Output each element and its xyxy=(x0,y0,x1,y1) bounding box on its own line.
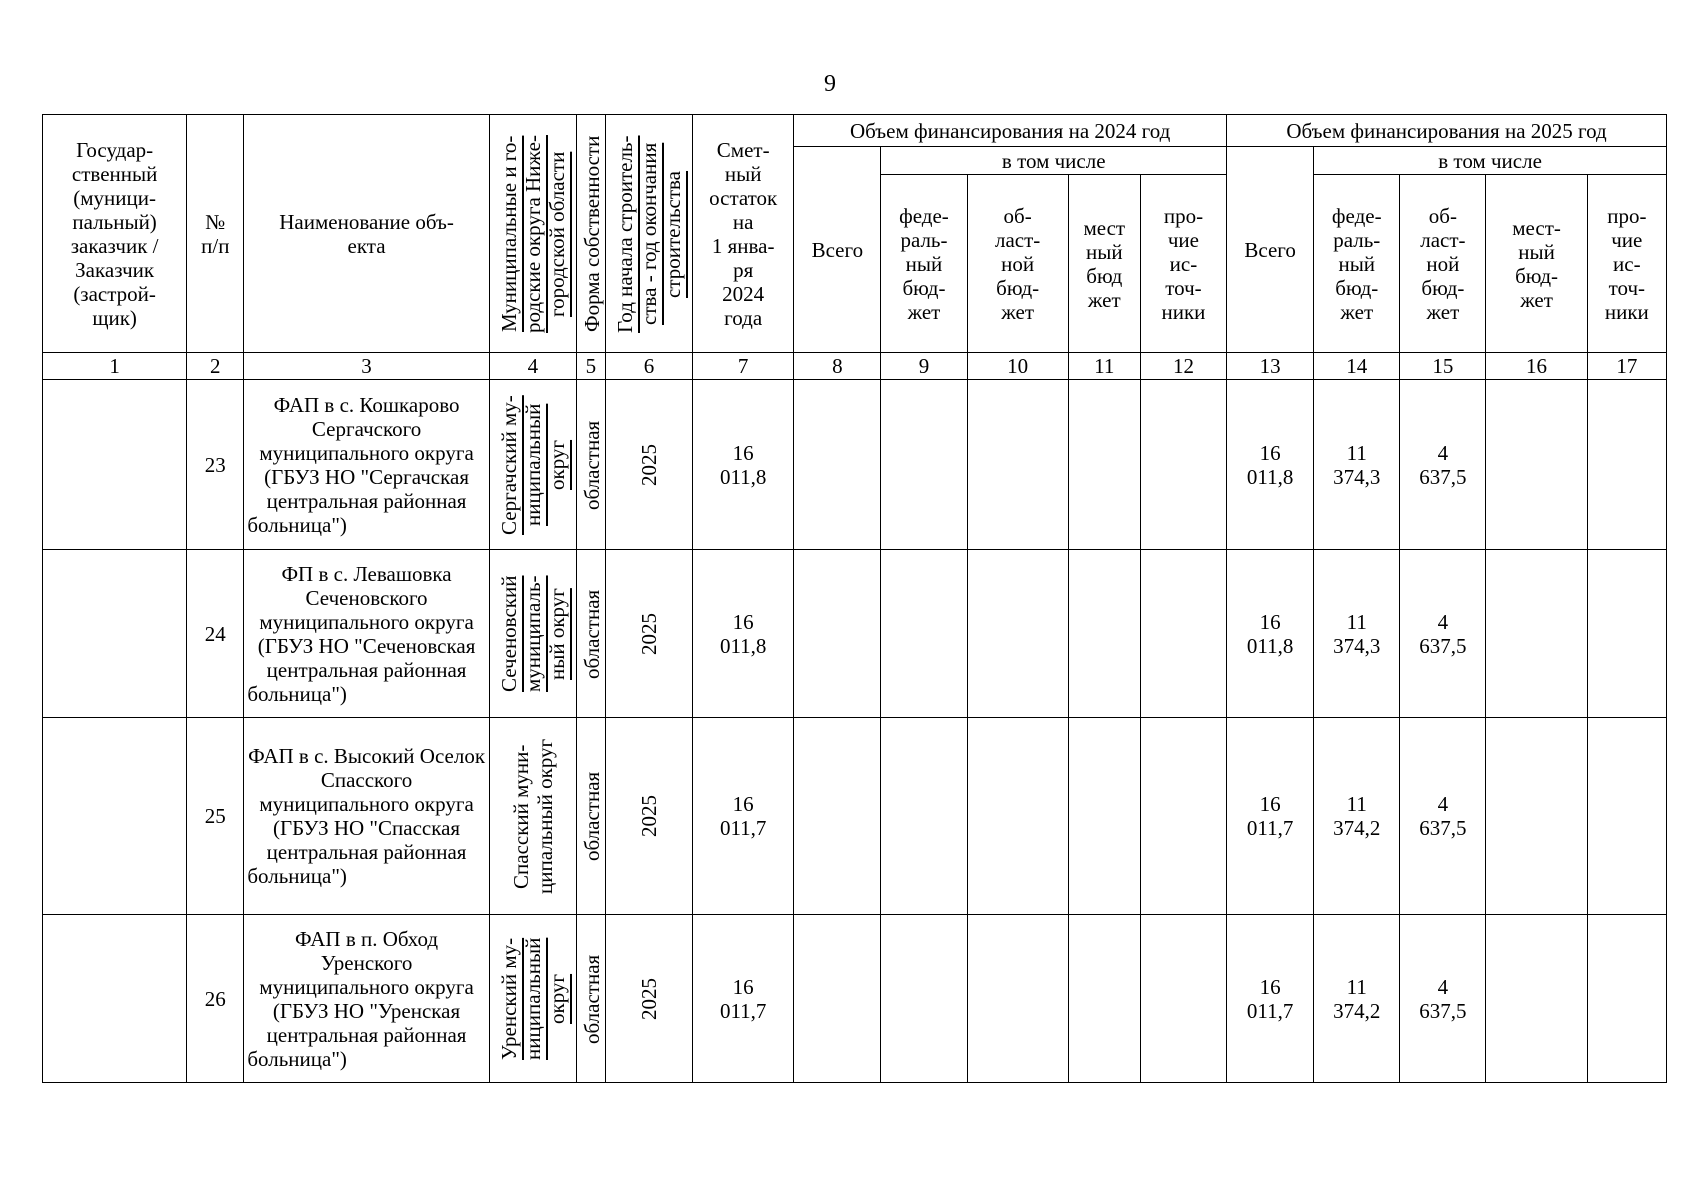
header-other-2024-line: про- xyxy=(1163,203,1204,228)
table-row xyxy=(43,718,1667,915)
estimate-cell-line: 011,7 xyxy=(719,816,767,840)
municipality-cell-line: ниципальный xyxy=(520,937,545,1060)
header-local-2024-line: ный xyxy=(1085,239,1123,264)
total-2025-cell xyxy=(1227,550,1314,718)
local-2025-cell xyxy=(1486,550,1587,718)
table-row xyxy=(43,380,1667,550)
column-number: 3 xyxy=(244,353,489,380)
estimate-cell-line: 011,7 xyxy=(719,998,767,1023)
total-2024-cell xyxy=(794,380,881,550)
local-2024-cell xyxy=(1068,550,1140,718)
table-row xyxy=(43,550,1667,718)
header-other-2024-line: чие xyxy=(1167,227,1199,252)
municipality-cell xyxy=(489,718,576,915)
row-number-cell: 26 xyxy=(187,915,244,1083)
customer-line: пальный) xyxy=(72,209,157,234)
column-number: 1 xyxy=(43,353,187,380)
row-number-cell: 24 xyxy=(187,550,244,718)
customer-line: (муници- xyxy=(73,185,156,210)
column-number: 12 xyxy=(1140,353,1226,380)
estimate-line: 1 янва- xyxy=(711,233,775,258)
years-line: ства - год окончания xyxy=(637,142,662,325)
federal-2025-cell-line: 374,3 xyxy=(1333,464,1381,489)
estimate-line: на xyxy=(732,209,754,234)
column-number: 17 xyxy=(1587,353,1666,380)
header-regional-2025-line: бюд- xyxy=(1421,275,1465,300)
table-row xyxy=(43,915,1667,1083)
header-federal-2024-line: ный xyxy=(905,251,943,276)
total-2025-cell xyxy=(1227,380,1314,550)
municipality-line: Муниципальные и го- xyxy=(496,135,521,332)
header-federal-2024-line: феде- xyxy=(899,203,949,228)
years-line: строительства xyxy=(661,170,686,298)
object-name-line: екта xyxy=(347,233,386,258)
regional-2025-cell-line: 637,5 xyxy=(1419,633,1467,658)
header-other-2025-line: точ- xyxy=(1608,275,1646,300)
column-number: 16 xyxy=(1486,353,1587,380)
federal-2024-cell xyxy=(881,380,967,550)
total-2025-cell xyxy=(1227,718,1314,915)
regional-2024-cell xyxy=(967,915,1068,1083)
total-2025-cell-line: 011,7 xyxy=(1246,998,1294,1023)
regional-2024-cell xyxy=(967,550,1068,718)
header-local-2024 xyxy=(1068,175,1140,353)
estimate-line: остаток xyxy=(709,185,778,210)
municipality-cell-line: ный округ xyxy=(544,587,569,680)
header-fin-2025: Объем финансирования на 2025 год xyxy=(1227,115,1667,147)
header-row-number xyxy=(187,115,244,353)
total-2024-cell xyxy=(794,718,881,915)
header-regional-2025-line: ной xyxy=(1426,251,1460,276)
header-regional-2025-line: жет xyxy=(1426,299,1460,324)
row-number-line: п/п xyxy=(201,233,230,258)
header-federal-2024-line: бюд- xyxy=(902,275,946,300)
other-2025-cell xyxy=(1587,915,1666,1083)
year-cell: 2025 xyxy=(605,915,692,1083)
header-including-2024: в том числе xyxy=(881,147,1227,175)
other-2025-cell xyxy=(1587,380,1666,550)
federal-2025-cell-line: 11 xyxy=(1346,609,1367,634)
column-number: 4 xyxy=(489,353,576,380)
local-2024-cell xyxy=(1068,380,1140,550)
header-municipality xyxy=(489,115,576,353)
total-2025-cell-line: 16 xyxy=(1259,792,1281,816)
header-ownership: Форма собственности xyxy=(576,115,605,353)
customer-line: ственный xyxy=(71,161,158,186)
local-2024-cell xyxy=(1068,915,1140,1083)
municipality-cell-line: округ xyxy=(544,973,569,1024)
column-number: 5 xyxy=(576,353,605,380)
year-cell: 2025 xyxy=(605,550,692,718)
federal-2025-cell-line: 11 xyxy=(1346,792,1367,816)
federal-2025-cell xyxy=(1314,380,1400,550)
header-other-2024-line: ис- xyxy=(1169,251,1198,276)
regional-2025-cell xyxy=(1400,718,1486,915)
total-2024-cell xyxy=(794,915,881,1083)
municipality-line: родские округа Ниже- xyxy=(520,134,545,333)
header-object-name xyxy=(244,115,489,353)
header-total-2025: Всего xyxy=(1227,147,1314,353)
other-2024-cell xyxy=(1140,718,1226,915)
local-2024-cell xyxy=(1068,718,1140,915)
header-local-2025-line: жет xyxy=(1520,287,1553,312)
column-number: 13 xyxy=(1227,353,1314,380)
column-number: 7 xyxy=(693,353,794,380)
customer-cell xyxy=(43,718,187,915)
municipality-cell-line: Уренский му- xyxy=(496,937,521,1060)
estimate-cell-line: 16 xyxy=(732,440,754,465)
regional-2025-cell-line: 637,5 xyxy=(1419,464,1467,489)
estimate-cell xyxy=(693,380,794,550)
estimate-cell-line: 16 xyxy=(732,792,754,816)
header-federal-2025-line: бюд- xyxy=(1335,275,1379,300)
header-other-2024 xyxy=(1140,175,1226,353)
other-2024-cell xyxy=(1140,915,1226,1083)
header-other-2025-line: ис- xyxy=(1613,251,1641,276)
municipality-cell-line: муниципаль- xyxy=(520,575,545,692)
federal-2024-cell xyxy=(881,550,967,718)
column-number: 15 xyxy=(1400,353,1486,380)
ownership-cell: областная xyxy=(576,915,605,1083)
federal-2025-cell-line: 374,2 xyxy=(1333,816,1381,840)
header-other-2025-line: чие xyxy=(1611,227,1643,252)
header-federal-2024 xyxy=(881,175,967,353)
estimate-line: 2024 xyxy=(722,281,765,306)
object-name-cell: ФАП в п. Обход Уренского муниципального округа (ГБУЗ НО "Уренская центральная районная больница") xyxy=(244,915,489,1083)
header-local-2024-line: жет xyxy=(1087,287,1121,312)
customer-cell xyxy=(43,380,187,550)
regional-2025-cell xyxy=(1400,550,1486,718)
customer-line: (застрой- xyxy=(73,281,156,306)
local-2025-cell xyxy=(1486,380,1587,550)
regional-2025-cell-line: 4 xyxy=(1437,792,1449,816)
local-2025-cell xyxy=(1486,718,1587,915)
header-regional-2024-line: ной xyxy=(1001,251,1035,276)
estimate-line: Смет- xyxy=(716,137,770,162)
header-federal-2024-line: раль- xyxy=(900,227,948,252)
estimate-cell xyxy=(693,718,794,915)
federal-2025-cell-line: 374,3 xyxy=(1333,633,1381,658)
municipality-cell xyxy=(489,915,576,1083)
estimate-cell-line: 16 xyxy=(732,974,754,999)
regional-2024-cell xyxy=(967,380,1068,550)
federal-2024-cell xyxy=(881,915,967,1083)
municipality-cell xyxy=(489,380,576,550)
total-2025-cell-line: 011,7 xyxy=(1246,816,1294,840)
header-including-2025: в том числе xyxy=(1314,147,1667,175)
total-2025-cell-line: 16 xyxy=(1259,440,1281,465)
header-other-2024-line: точ- xyxy=(1165,275,1202,300)
year-cell: 2025 xyxy=(605,380,692,550)
header-federal-2024-line: жет xyxy=(907,299,941,324)
regional-2025-cell-line: 637,5 xyxy=(1419,816,1467,840)
regional-2025-cell-line: 4 xyxy=(1437,440,1449,465)
header-regional-2025-line: об- xyxy=(1428,203,1457,228)
municipality-cell-line: Спасский муни- xyxy=(508,743,533,889)
header-local-2024-line: мест xyxy=(1083,215,1126,240)
estimate-cell-line: 011,8 xyxy=(719,464,767,489)
customer-line: Заказчик xyxy=(75,257,155,282)
federal-2025-cell xyxy=(1314,718,1400,915)
estimate-cell xyxy=(693,915,794,1083)
municipality-cell-line: округ xyxy=(544,439,569,490)
header-estimate xyxy=(693,115,794,353)
federal-2024-cell xyxy=(881,718,967,915)
regional-2025-cell-line: 4 xyxy=(1437,609,1449,634)
header-other-2024-line: ники xyxy=(1161,299,1206,324)
customer-line: Государ- xyxy=(76,137,154,162)
column-number: 8 xyxy=(794,353,881,380)
object-name-cell: ФП в с. Левашовка Сеченовского муниципального округа (ГБУЗ НО "Сеченовская центральная районная больница") xyxy=(244,550,489,718)
year-cell: 2025 xyxy=(605,718,692,915)
header-federal-2025-line: ный xyxy=(1338,251,1376,276)
column-number: 10 xyxy=(967,353,1068,380)
header-regional-2024-line: жет xyxy=(1001,299,1034,324)
estimate-line: ный xyxy=(724,161,762,186)
estimate-cell xyxy=(693,550,794,718)
ownership-cell: областная xyxy=(576,550,605,718)
header-fin-2024: Объем финансирования на 2024 год xyxy=(794,115,1227,147)
total-2025-cell xyxy=(1227,915,1314,1083)
financing-table xyxy=(42,114,1667,1083)
federal-2025-cell-line: 374,2 xyxy=(1333,998,1381,1023)
municipality-cell-line: ниципальный xyxy=(520,403,545,526)
page-number: 9 xyxy=(824,71,836,97)
header-other-2025-line: про- xyxy=(1607,203,1647,228)
column-number: 9 xyxy=(881,353,967,380)
other-2024-cell xyxy=(1140,380,1226,550)
total-2025-cell-line: 011,8 xyxy=(1246,633,1294,658)
estimate-cell-line: 011,8 xyxy=(719,633,767,658)
total-2024-cell xyxy=(794,550,881,718)
municipality-cell xyxy=(489,550,576,718)
federal-2025-cell xyxy=(1314,550,1400,718)
column-number: 11 xyxy=(1068,353,1140,380)
customer-cell xyxy=(43,550,187,718)
header-years xyxy=(605,115,692,353)
header-local-2025-line: мест- xyxy=(1512,215,1561,240)
header-other-2025-line: ники xyxy=(1604,299,1649,324)
header-federal-2025-line: феде- xyxy=(1331,203,1382,228)
header-local-2025 xyxy=(1486,175,1587,353)
object-name-cell: ФАП в с. Высокий Оселок Спасского муниципального округа (ГБУЗ НО "Спасская центральная районная больница") xyxy=(244,718,489,915)
column-numbers-row xyxy=(43,353,1667,380)
header-local-2025-line: бюд- xyxy=(1515,263,1559,288)
municipality-line: городской области xyxy=(544,150,569,317)
total-2025-cell-line: 011,8 xyxy=(1246,464,1294,489)
customer-cell xyxy=(43,915,187,1083)
header-federal-2025-line: раль- xyxy=(1333,227,1381,252)
regional-2025-cell-line: 637,5 xyxy=(1419,998,1467,1023)
customer-line: заказчик / xyxy=(70,233,159,258)
header-regional-2025-line: ласт- xyxy=(1420,227,1466,252)
estimate-cell-line: 16 xyxy=(732,609,754,634)
total-2025-cell-line: 16 xyxy=(1259,974,1281,999)
row-number-cell: 23 xyxy=(187,380,244,550)
header-federal-2025-line: жет xyxy=(1340,299,1374,324)
header-other-2025 xyxy=(1587,175,1666,353)
header-regional-2024-line: бюд- xyxy=(996,275,1040,300)
other-2025-cell xyxy=(1587,718,1666,915)
header-federal-2025 xyxy=(1314,175,1400,353)
municipality-cell-line: Сергачский му- xyxy=(496,394,521,535)
header-total-2024: Всего xyxy=(794,147,881,353)
header-regional-2025 xyxy=(1400,175,1486,353)
municipality-cell-line: ципальный округ xyxy=(532,738,557,894)
ownership-cell: областная xyxy=(576,380,605,550)
header-regional-2024-line: ласт- xyxy=(994,227,1041,252)
header-regional-2024 xyxy=(967,175,1068,353)
estimate-line: года xyxy=(724,305,763,330)
estimate-line: ря xyxy=(733,257,754,282)
header-local-2025-line: ный xyxy=(1518,239,1555,264)
other-2024-cell xyxy=(1140,550,1226,718)
row-number-cell: 25 xyxy=(187,718,244,915)
regional-2025-cell-line: 4 xyxy=(1437,974,1449,999)
municipality-cell-line: Сеченовский xyxy=(496,575,521,692)
column-number: 2 xyxy=(187,353,244,380)
customer-line: щик) xyxy=(92,305,137,330)
row-number-line: № xyxy=(205,209,226,234)
other-2025-cell xyxy=(1587,550,1666,718)
regional-2024-cell xyxy=(967,718,1068,915)
federal-2025-cell-line: 11 xyxy=(1346,974,1367,999)
header-customer xyxy=(43,115,187,353)
federal-2025-cell-line: 11 xyxy=(1346,440,1367,465)
regional-2025-cell xyxy=(1400,380,1486,550)
years-line: Год начала строитель- xyxy=(613,134,638,333)
regional-2025-cell xyxy=(1400,915,1486,1083)
object-name-cell: ФАП в с. Кошкарово Сергачского муниципального округа (ГБУЗ НО "Сергачская центральная районная больница") xyxy=(244,380,489,550)
column-number: 6 xyxy=(605,353,692,380)
column-number: 14 xyxy=(1314,353,1400,380)
header-regional-2024-line: об- xyxy=(1003,203,1032,228)
federal-2025-cell xyxy=(1314,915,1400,1083)
ownership-cell: областная xyxy=(576,718,605,915)
object-name-line: Наименование объ- xyxy=(279,209,454,234)
local-2025-cell xyxy=(1486,915,1587,1083)
total-2025-cell-line: 16 xyxy=(1259,609,1281,634)
header-local-2024-line: бюд xyxy=(1086,263,1123,288)
